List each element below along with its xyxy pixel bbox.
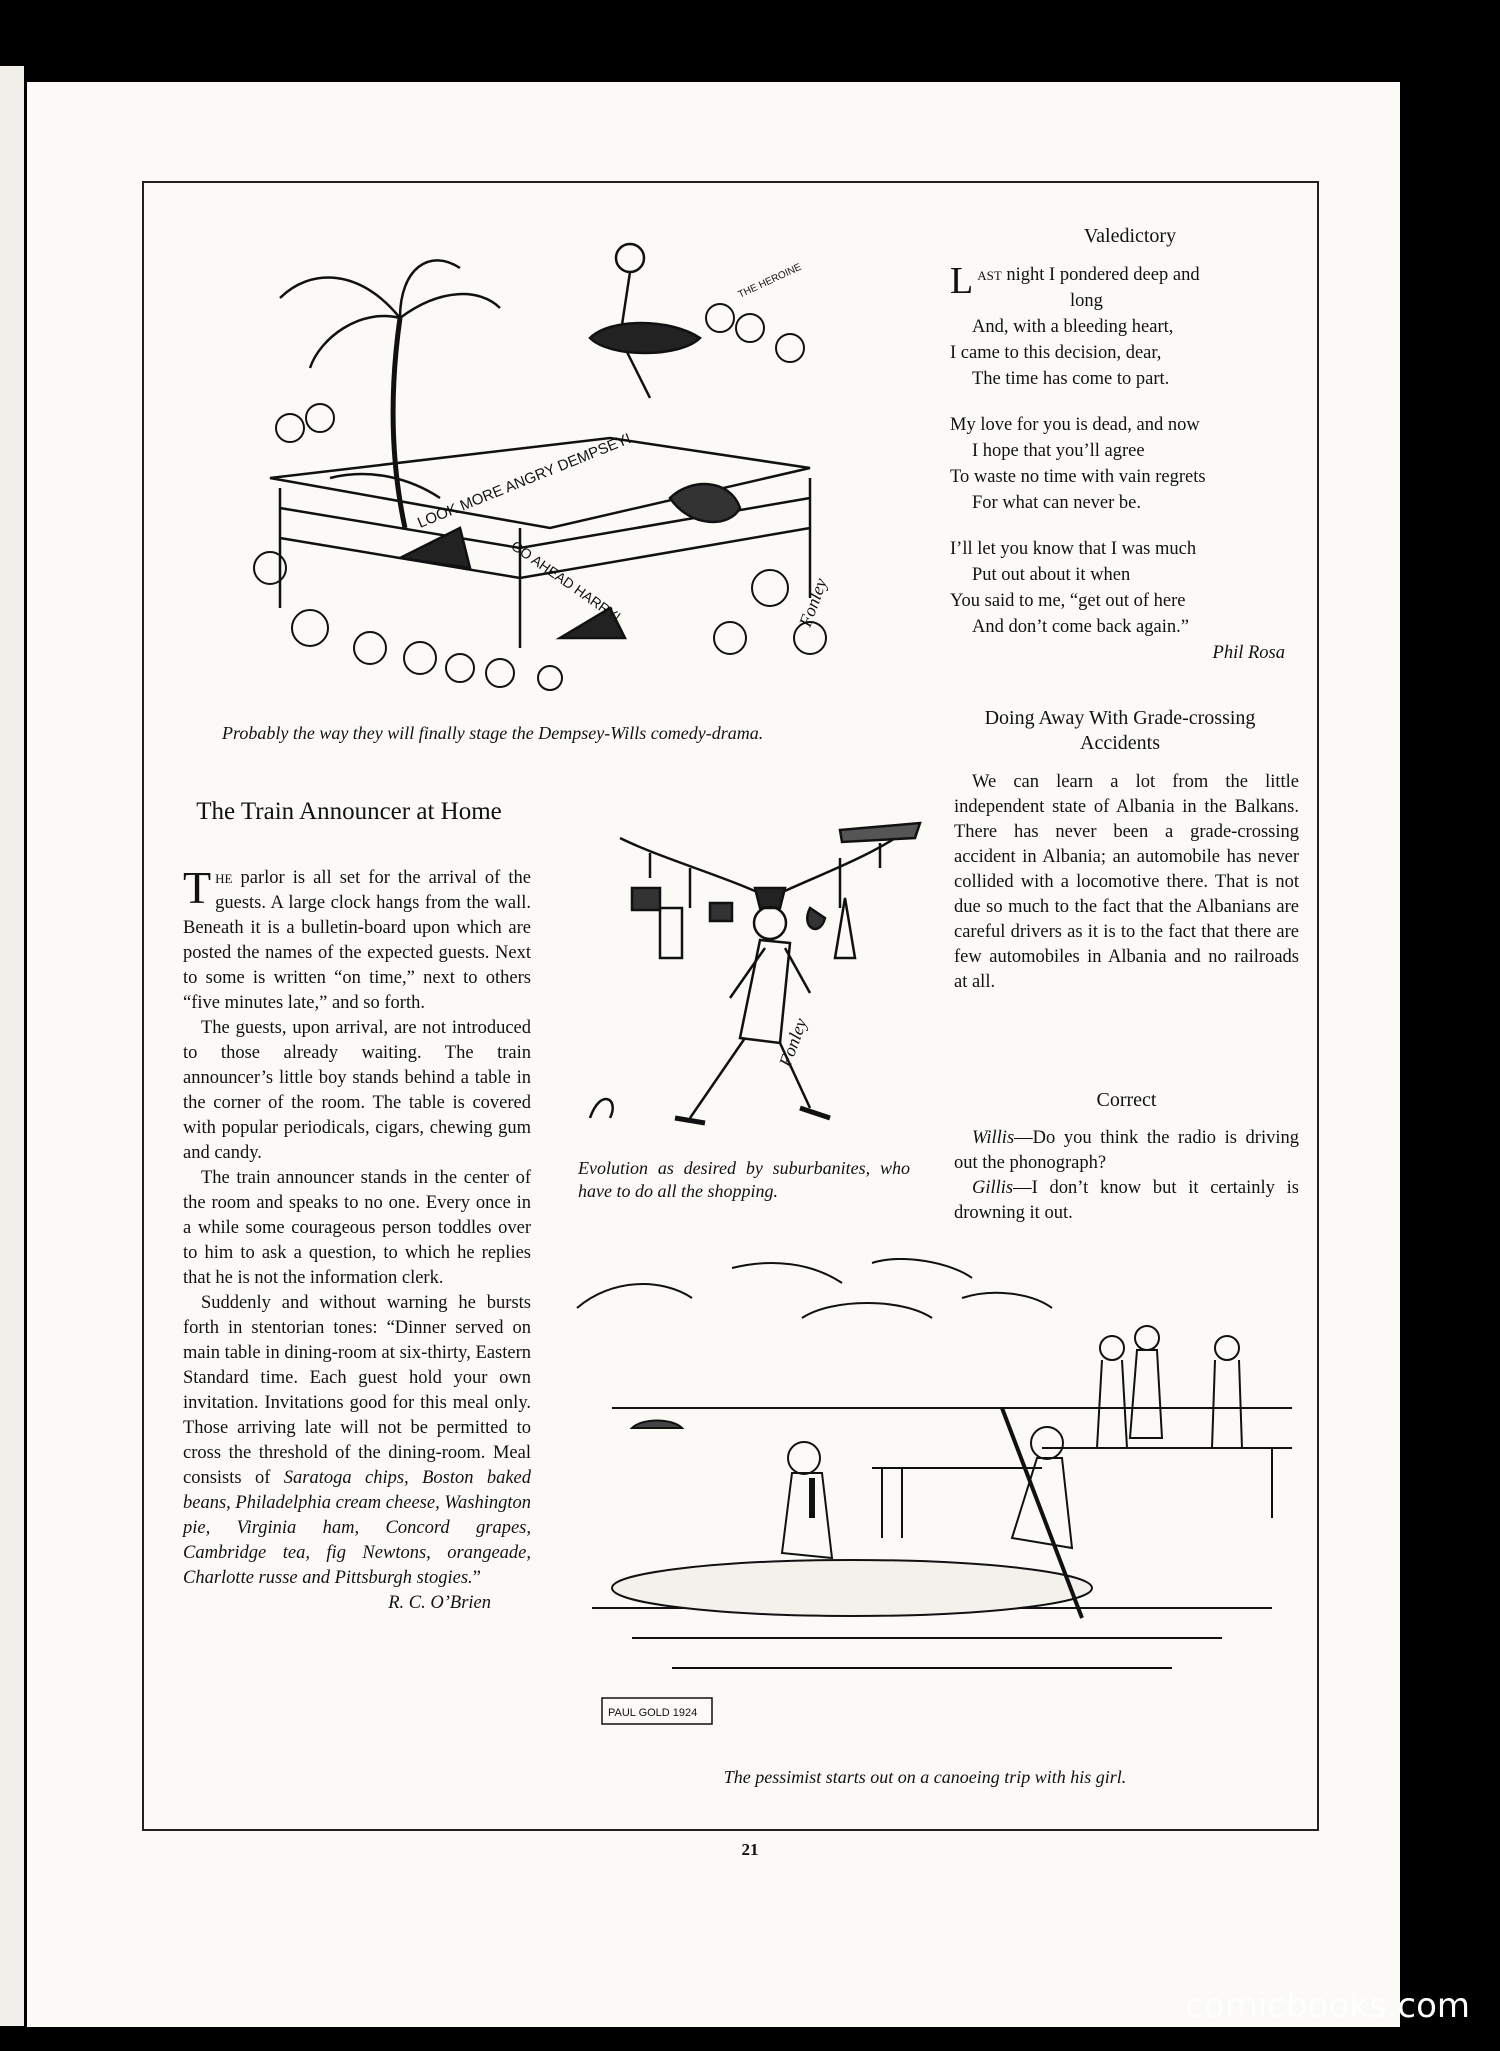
train-p2: The guests, upon arrival, are not introduced to those already waiting. The train announcer’s little boy stands behind a table in the corner of the room. The table is covered with popular periodicals, cigars, chewing gum and candy. xyxy=(183,1018,531,1163)
valedictory-poem xyxy=(950,262,1295,666)
heroine-tag: THE HEROINE xyxy=(736,261,804,301)
cartoon3-signature: PAUL GOLD 1924 xyxy=(608,1707,698,1719)
grade-title: Doing Away With Grade-crossing Accidents xyxy=(984,707,1256,754)
stanza-break xyxy=(950,516,1295,536)
correct-line-1: —Do you think the radio is driving out the phonograph? xyxy=(954,1128,1299,1173)
grade-paragraph: We can learn a lot from the little independent state of Albania in the Balkans. There has never been a grade-crossing accident in Albania; an automobile has never collided with a locomotive there. That is not due so much to the fact that the Albanians are careful drivers as it is to the fact that there are few automobiles in Albania and no railroads at all. xyxy=(954,772,1299,992)
correct-body xyxy=(954,1126,1299,1226)
poem-line: long xyxy=(1070,291,1103,311)
caption-suburbanite: Evolution as desired by suburbanites, who have to do all the shopping. xyxy=(578,1158,910,1201)
poem-line: You said to me, “get out of here xyxy=(950,591,1186,611)
correct-speaker-1: Willis xyxy=(972,1128,1015,1148)
train-dropcap: T xyxy=(183,862,212,913)
correct-title: Correct xyxy=(1096,1089,1157,1111)
stanza-break xyxy=(950,392,1295,412)
poem-line: And don’t come back again.” xyxy=(972,617,1189,637)
page-number: 21 xyxy=(741,1840,759,1859)
cartoon1-signature: Fonley xyxy=(794,575,831,630)
grade-body xyxy=(954,770,1299,995)
valedictory-author: Phil Rosa xyxy=(1212,643,1285,663)
valedictory-title: Valedictory xyxy=(1083,225,1177,247)
cartoon-suburbanite xyxy=(580,818,940,1138)
speech-text-1: LOOK MORE ANGRY DEMPSEY! xyxy=(415,430,634,532)
poem-line: I hope that you’ll agree xyxy=(972,441,1145,461)
train-p4-end: ” xyxy=(472,1568,481,1588)
poem-line: For what can never be. xyxy=(972,493,1142,513)
cartoon-pessimist-canoe xyxy=(572,1258,1302,1738)
train-p3: The train announcer stands in the center of the room and speaks to no one. Every once in a while some courageous person toddles over to him to ask a question, to which he replies that he is not the information clerk. xyxy=(183,1168,531,1288)
poem-line: I came to this decision, dear, xyxy=(950,343,1162,363)
valedictory-dropcap: L xyxy=(950,260,974,302)
train-p1: parlor is all set for the arrival of the guests. A large clock hangs from the wall. Beneath it is a bulletin-board upon which are posted the names of the expected guests. Next to some is written “on time,” next to others “five minutes late,” and so forth. xyxy=(183,868,531,1013)
cartoon-dempsey-wills xyxy=(250,228,850,698)
train-author: R. C. O’Brien xyxy=(388,1593,491,1613)
train-article-body xyxy=(183,862,532,1616)
train-article-title: The Train Announcer at Home xyxy=(196,798,502,825)
watermark: comicbooks.com xyxy=(1185,1986,1470,2026)
poem-line: My love for you is dead, and now xyxy=(950,415,1200,435)
poem-line: I’ll let you know that I was much xyxy=(950,539,1197,559)
caption-pessimist: The pessimist starts out on a canoeing trip with his girl. xyxy=(723,1767,1127,1787)
poem-line: To waste no time with vain regrets xyxy=(950,467,1206,487)
facing-page-edge xyxy=(0,66,24,2026)
caption-dempsey: Probably the way they will finally stage the Dempsey-Wills comedy-drama. xyxy=(222,723,764,743)
poem-line: The time has come to part. xyxy=(972,369,1170,389)
cartoon2-signature: Fonley xyxy=(774,1015,811,1070)
train-p4-menu: Saratoga chips, Boston baked beans, Philadelphia cream cheese, Washington pie, Virginia ham, Concord grapes, Cambridge tea, fig Newtons, orangeade, Charlotte russe and Pittsburgh stogies. xyxy=(183,1468,532,1588)
speech-text-2: GO AHEAD HARRY! xyxy=(508,537,624,625)
train-p4 xyxy=(183,1291,531,1591)
correct-line-2: —I don’t know but it certainly is drowning it out. xyxy=(954,1178,1299,1223)
valedictory-first: night I pondered deep and xyxy=(1001,265,1200,285)
valedictory-first-sc: ast xyxy=(977,265,1002,285)
train-p4-text: Suddenly and without warning he bursts forth in stentorian tones: “Dinner served on main table in dining-room at six-thirty, Eastern Standard time. Each guest hold your own invitation. Invitations good for this meal only. Those arriving late will not be permitted to cross the threshold of the dining-room. Meal consists of xyxy=(183,1293,531,1488)
correct-speaker-2: Gillis xyxy=(972,1178,1014,1198)
poem-line: Put out about it when xyxy=(972,565,1131,585)
train-p1-start: he xyxy=(215,868,233,888)
poem-line: And, with a bleeding heart, xyxy=(972,317,1174,337)
